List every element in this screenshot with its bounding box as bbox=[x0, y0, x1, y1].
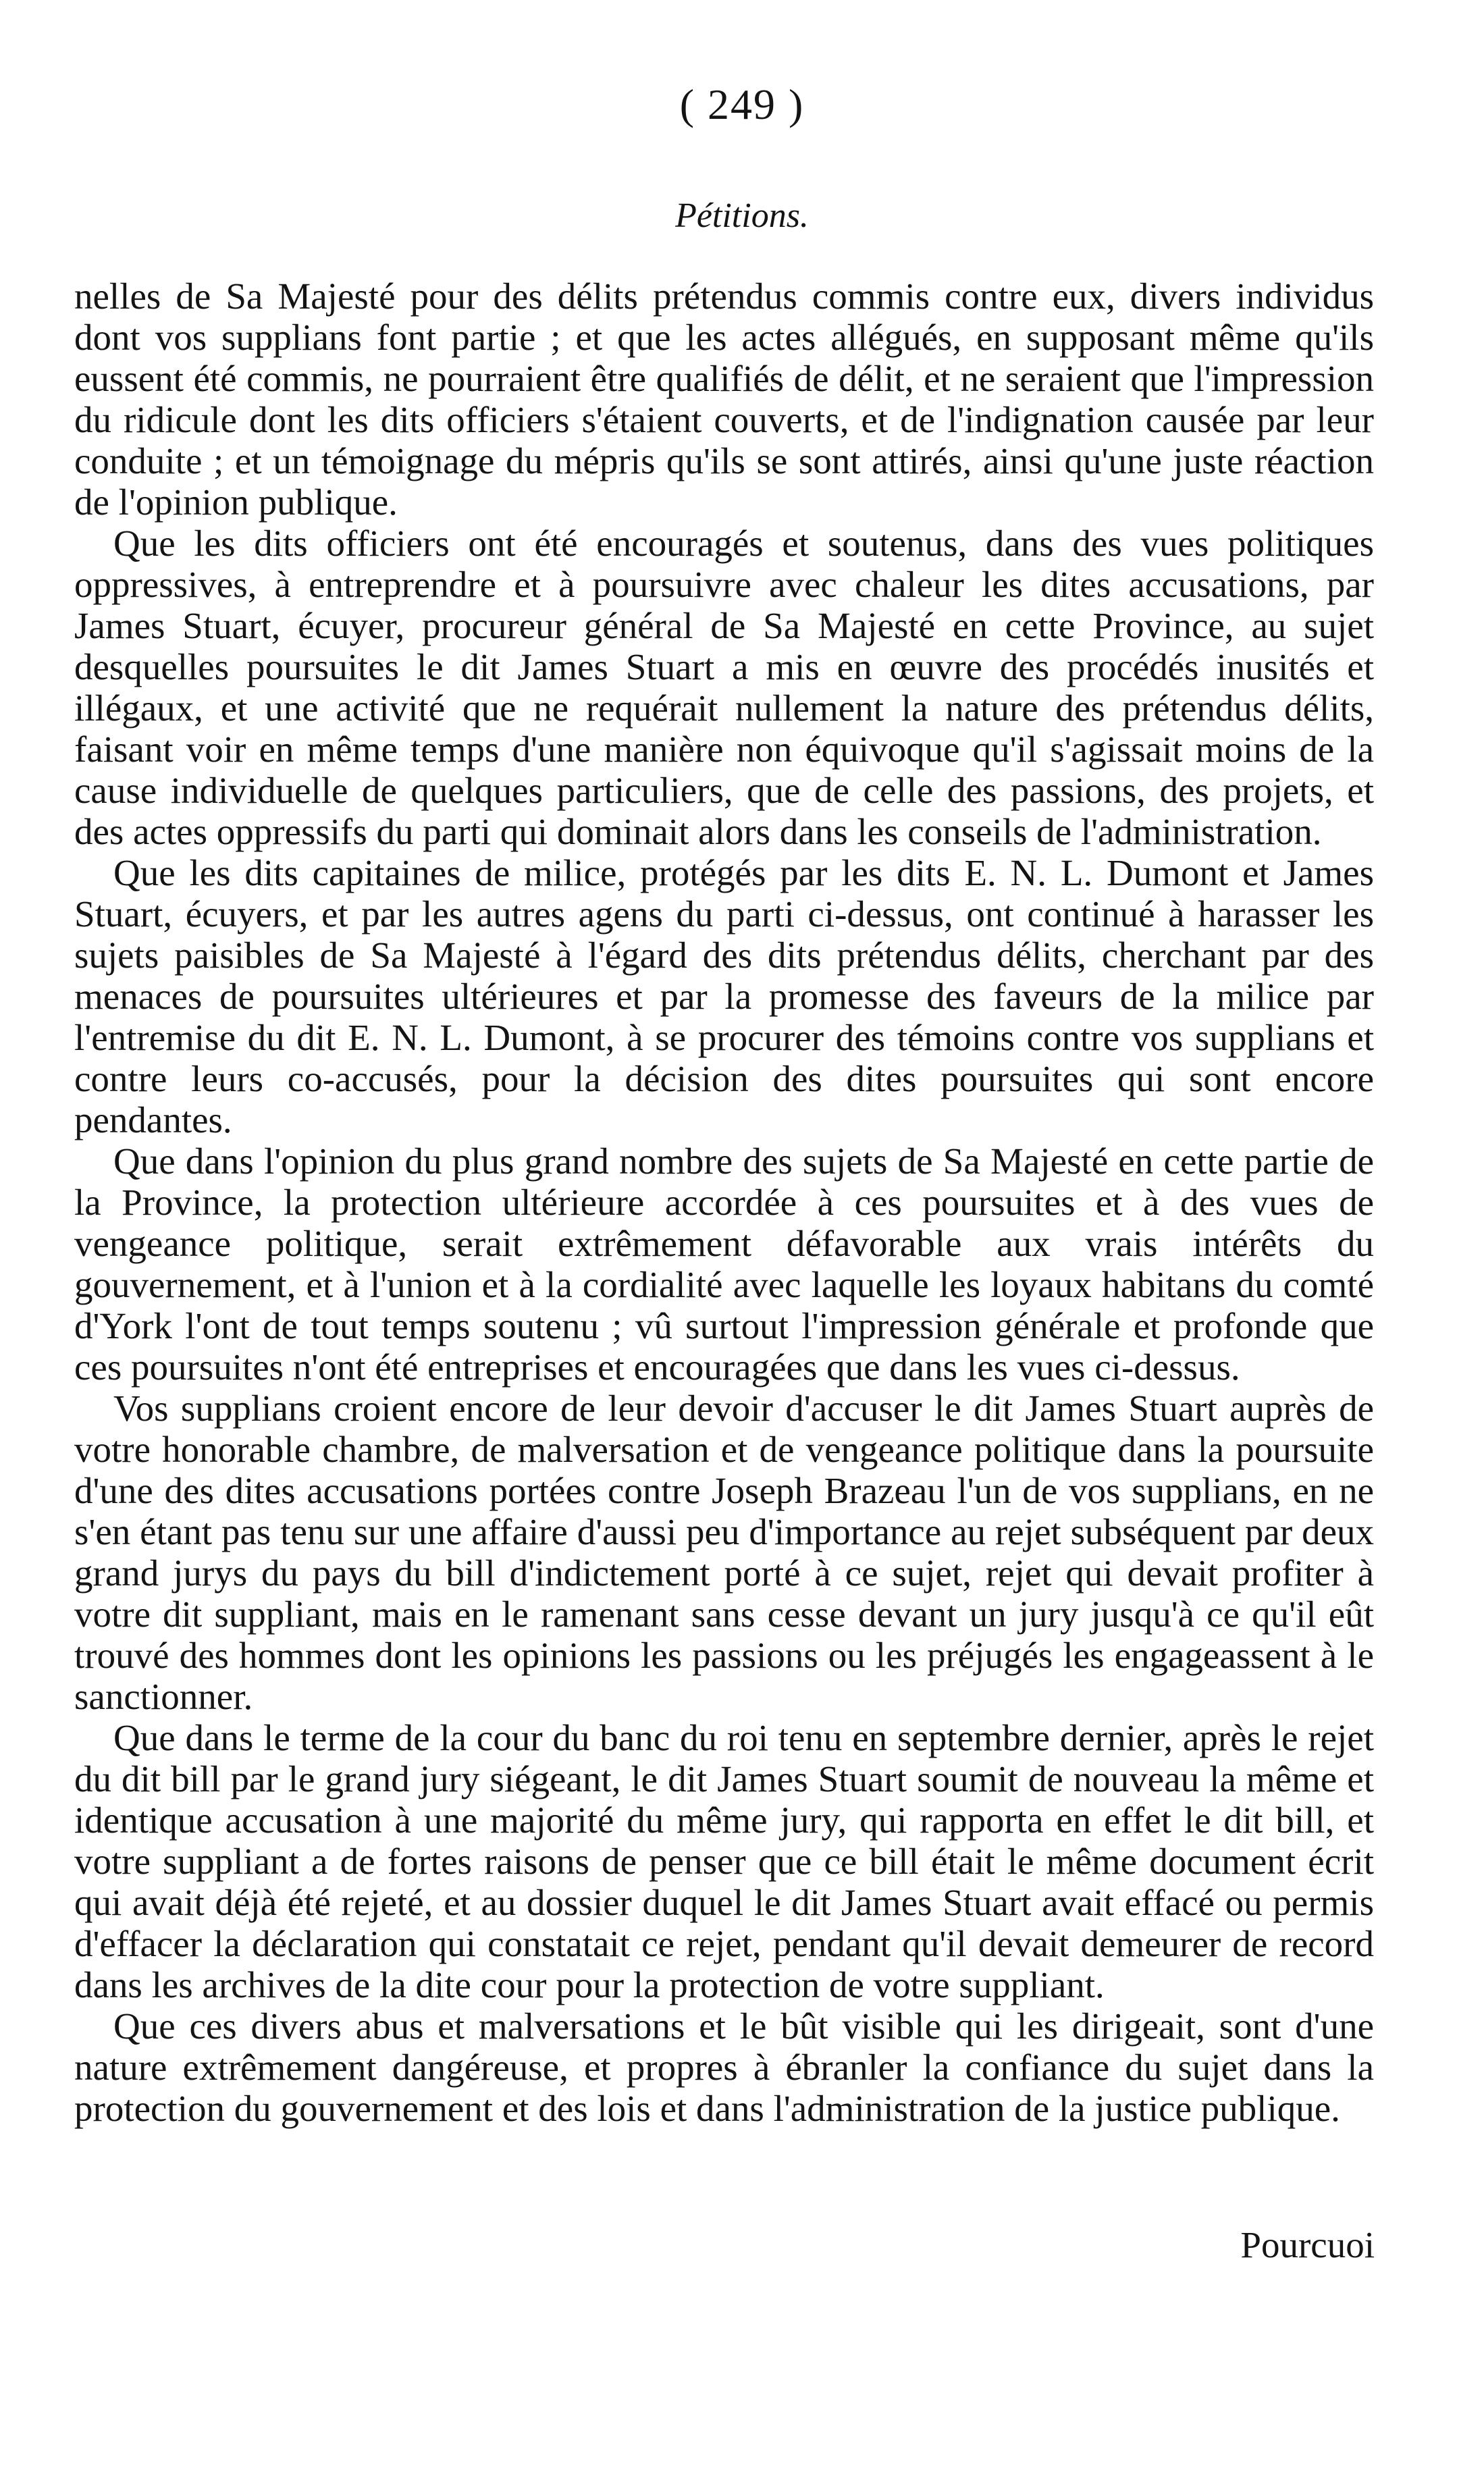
paragraph: Que dans le terme de la cour du banc du roi tenu en septembre dernier, après le rejet du dit bill par le grand jury siégeant, le dit James Stuart soumit de nouveau la même et identique accusation à une majorité du même jury, qui rapporta en effet le dit bill, et votre suppliant a de fortes raisons de penser que ce bill était le même document écrit qui avait déjà été rejeté, et au dossier duquel le dit James Stuart avait effacé ou permis d'effacer la déclaration qui constatait ce rejet, pendant qu'il devait demeurer de record dans les archives de la dite cour pour la protection de votre suppliant. bbox=[74, 1717, 1374, 2005]
paragraph: Que dans l'opinion du plus grand nombre des sujets de Sa Majesté en cette partie de la Province, la protection ultérieure accordée à ces poursuites et à des vues de vengeance politique, serait extrêmement défavorable aux vrais intérêts du gouvernement, et à l'union et à la cordialité avec laquelle les loyaux habitans du comté d'York l'ont de tout temps soutenu ; vû surtout l'impression générale et profonde que ces poursuites n'ont été entreprises et encouragées que dans les vues ci-dessus. bbox=[74, 1140, 1374, 1388]
catchword: Pourcuoi bbox=[1240, 2224, 1375, 2265]
paragraph: Que les dits capitaines de milice, protégés par les dits E. N. L. Dumont et James Stuart, écuyers, et par les autres agens du parti ci-dessus, ont continué à harasser les sujets paisibles de Sa Majesté à l'égard des dits prétendus délits, cherchant par des menaces de poursuites ultérieures et par la promesse des faveurs de la milice par l'entremise du dit E. N. L. Dumont, à se procurer des témoins contre vos supplians et contre leurs co-accusés, pour la décision des dites poursuites qui sont encore pendantes. bbox=[74, 852, 1374, 1140]
page-number: ( 249 ) bbox=[679, 80, 805, 128]
paragraph: Que ces divers abus et malversations et le bût visible qui les dirigeait, sont d'une nature extrêmement dangéreuse, et propres à ébranler la confiance du sujet dans la protection du gouvernement et des lois et dans l'administration de la justice publique. bbox=[74, 2005, 1374, 2129]
paragraph-continued: nelles de Sa Majesté pour des délits prétendus commis contre eux, divers individus dont vos supplians font partie ; et que les actes allégués, en supposant même qu'ils eussent été commis, ne pourraient être qualifiés de délit, et ne seraient que l'impression du ridicule dont les dits officiers s'étaient couverts, et de l'indignation causée par leur conduite ; et un témoignage du mépris qu'ils se sont attirés, ainsi qu'une juste réaction de l'opinion publique. bbox=[74, 275, 1374, 523]
running-head: Pétitions. bbox=[675, 196, 809, 235]
body-text bbox=[74, 275, 1374, 2129]
paragraph: Que les dits officiers ont été encouragés et soutenus, dans des vues politiques oppressives, à entreprendre et à poursuivre avec chaleur les dites accusations, par James Stuart, écuyer, procureur général de Sa Majesté en cette Province, au sujet desquelles poursuites le dit James Stuart a mis en œuvre des procédés inusités et illégaux, et une activité que ne requérait nullement la nature des prétendus délits, faisant voir en même temps d'une manière non équivoque qu'il s'agissait moins de la cause individuelle de quelques particuliers, que de celle des passions, des projets, et des actes oppressifs du parti qui dominait alors dans les conseils de l'administration. bbox=[74, 523, 1374, 852]
paragraph: Vos supplians croient encore de leur devoir d'accuser le dit James Stuart auprès de votre honorable chambre, de malversation et de vengeance politique dans la poursuite d'une des dites accusations portées contre Joseph Brazeau l'un de vos supplians, en ne s'en étant pas tenu sur une affaire d'aussi peu d'importance au rejet subséquent par deux grand jurys du pays du bill d'indictement porté à ce sujet, rejet qui devait profiter à votre dit suppliant, mais en le ramenant sans cesse devant un jury jusqu'à ce qu'il eût trouvé des hommes dont les opinions les passions ou les préjugés les engageassent à le sanctionner. bbox=[74, 1388, 1374, 1717]
